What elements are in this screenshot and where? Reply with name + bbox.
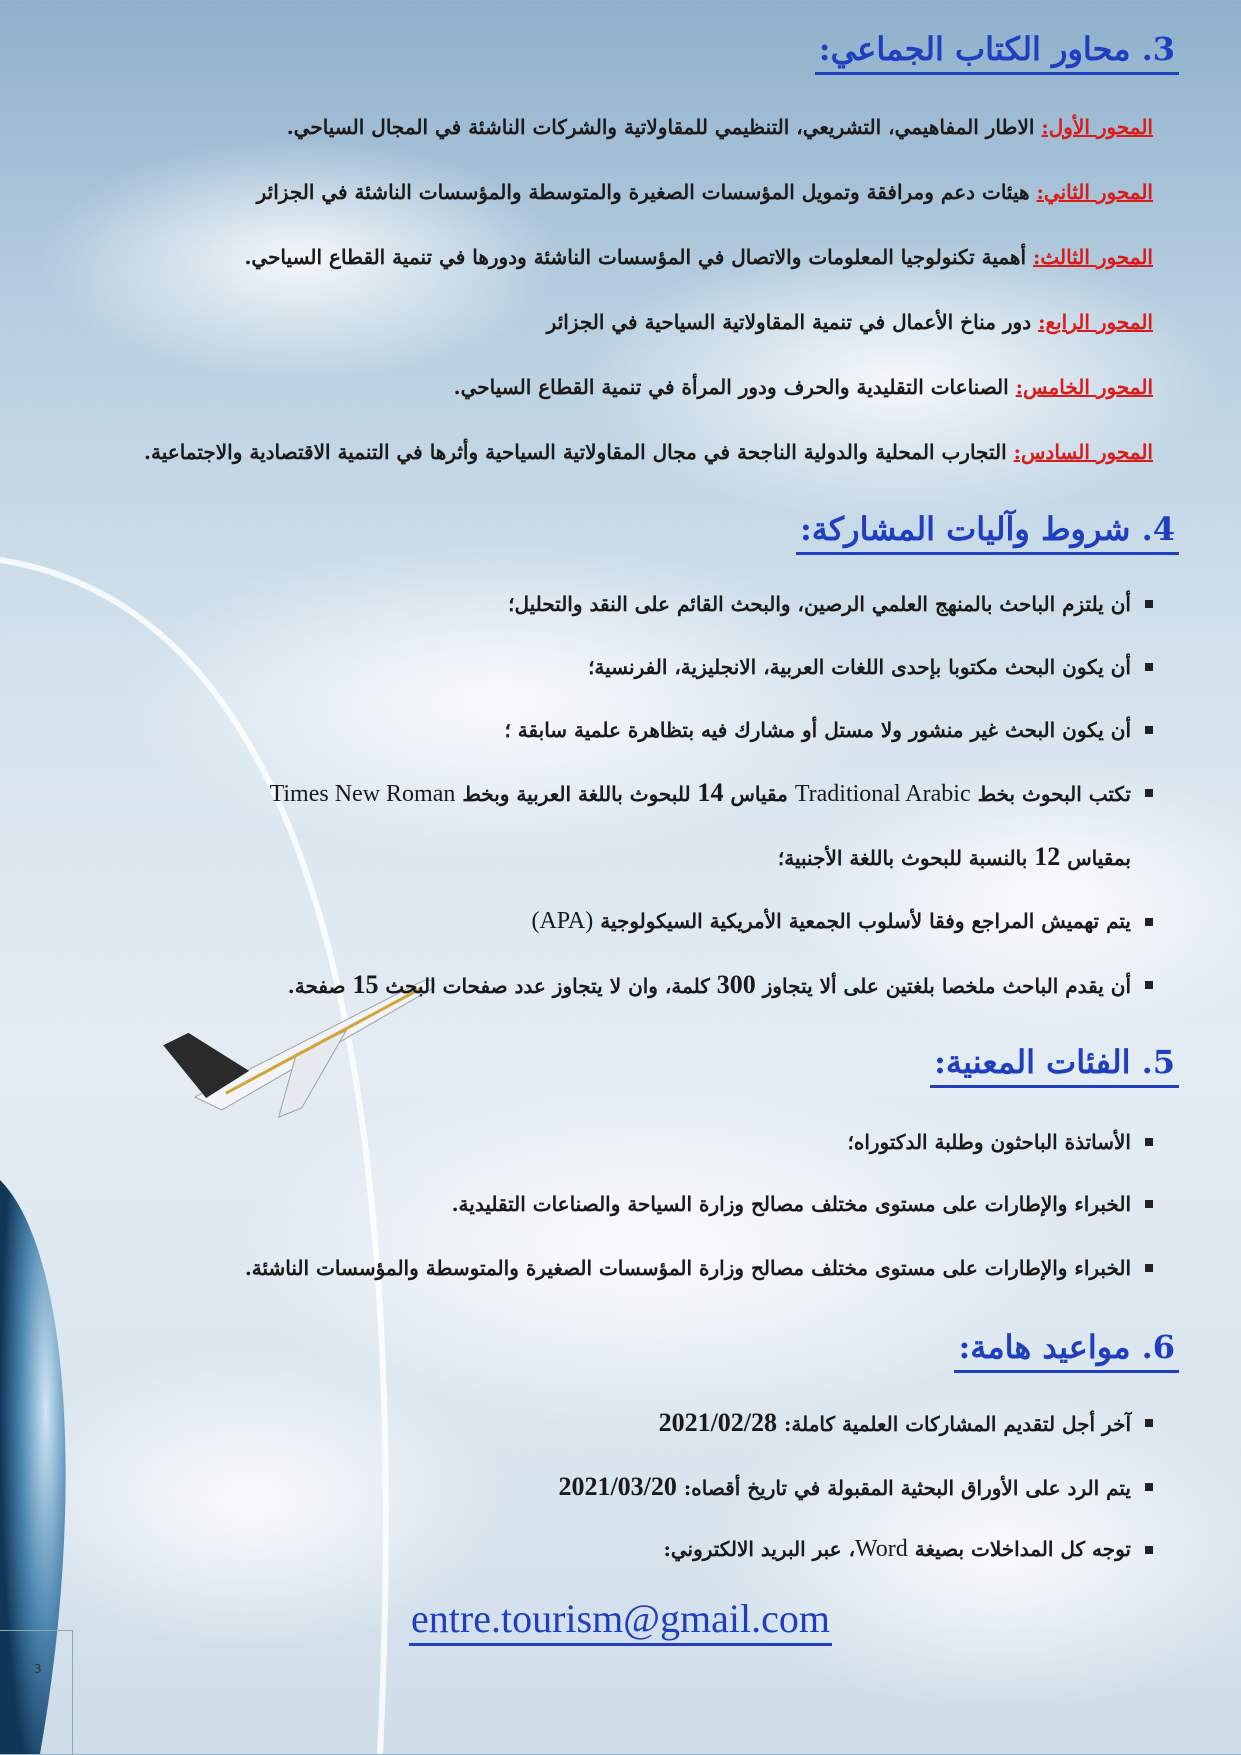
section-3-heading: 3. محاور الكتاب الجماعي: — [815, 30, 1179, 75]
bullet-icon — [1145, 600, 1153, 608]
word-limit: 300 — [716, 970, 756, 999]
font-name: Times New Roman — [269, 781, 456, 807]
axis-label: المحور الرابع: — [1038, 310, 1153, 334]
axis-text: الصناعات التقليدية والحرف ودور المرأة في تنمية القطاع السياحي. — [453, 375, 1016, 399]
axis-text: الاطار المفاهيمي، التشريعي، التنظيمي للمقاولاتية والشركات الناشئة في المجال السياحي. — [286, 115, 1042, 139]
list-item — [531, 908, 1153, 935]
font-name: Traditional Arabic — [794, 781, 971, 807]
list-item-text: أن يلتزم الباحث بالمنهج العلمي الرصين، والبحث القائم على النقد والتحليل؛ — [508, 592, 1131, 616]
list-item-text — [558, 1472, 1131, 1502]
list-item-text: الخبراء والإطارات على مستوى مختلف مصالح وزارة السياحة والصناعات التقليدية. — [451, 1192, 1131, 1216]
list-item-text: الخبراء والإطارات على مستوى مختلف مصالح وزارة المؤسسات الصغيرة والمتوسطة والمؤسسات الناشئة. — [244, 1256, 1131, 1280]
list-item-text — [659, 1408, 1131, 1438]
bullet-icon — [1145, 1546, 1153, 1554]
text-part: تكتب البحوث بخط — [970, 782, 1131, 806]
section-4-heading: 4. شروط وآليات المشاركة: — [796, 510, 1179, 555]
text-part: يتم تهميش المراجع وفقا لأسلوب الجمعية الأمريكية السيكولوجية — [593, 909, 1131, 933]
axis-line-6 — [144, 440, 1153, 464]
list-item — [452, 1192, 1153, 1216]
axis-text: دور مناخ الأعمال في تنمية المقاولاتية السياحية في الجزائر — [546, 310, 1039, 334]
text-part: للبحوث باللغة العربية وبخط — [455, 782, 698, 806]
section-5-heading: 5. الفئات المعنية: — [930, 1043, 1179, 1088]
list-item-text: أن يكون البحث مكتوبا بإحدى اللغات العربية، الانجليزية، الفرنسية؛ — [588, 655, 1131, 679]
reply-date: 2021/03/20 — [558, 1472, 677, 1501]
bullet-icon — [1145, 1138, 1153, 1146]
list-item-text — [663, 1536, 1131, 1563]
axis-text: التجارب المحلية والدولية الناجحة في مجال المقاولاتية السياحية وأثرها في التنمية الاقتصادية والاجتماعية. — [144, 440, 1014, 464]
bullet-icon — [1145, 1483, 1153, 1491]
axis-line-1 — [287, 115, 1153, 139]
list-item — [848, 1130, 1154, 1154]
page-limit: 15 — [352, 970, 379, 999]
page-corner-frame — [0, 1630, 73, 1755]
list-item-continuation — [778, 842, 1131, 872]
list-item-text — [531, 908, 1131, 935]
list-item-reply — [558, 1472, 1153, 1502]
text-part: توجه كل المداخلات بصيغة — [907, 1537, 1131, 1561]
bullet-icon — [1145, 1200, 1153, 1208]
deadline-date: 2021/02/28 — [658, 1408, 778, 1437]
axis-label: المحور الثاني: — [1036, 180, 1153, 204]
list-item — [508, 592, 1153, 616]
bullet-icon — [1145, 789, 1153, 797]
axis-text: هيئات دعم ومرافقة وتمويل المؤسسات الصغيرة والمتوسطة والمؤسسات الناشئة في الجزائر — [256, 180, 1037, 204]
page-number: 3 — [34, 1662, 42, 1676]
list-item — [288, 970, 1153, 1000]
text-part: بالنسبة للبحوث باللغة الأجنبية؛ — [777, 846, 1035, 870]
axis-text: أهمية تكنولوجيا المعلومات والاتصال في المؤسسات الناشئة ودورها في تنمية القطاع السياحي. — [244, 245, 1034, 269]
axis-line-5 — [454, 375, 1153, 399]
axis-label: المحور الخامس: — [1015, 375, 1153, 399]
bullet-icon — [1145, 918, 1153, 926]
bullet-icon — [1145, 726, 1153, 734]
bullet-icon — [1145, 1264, 1153, 1272]
axis-line-4 — [547, 310, 1153, 334]
apa-code: (APA) — [531, 908, 594, 934]
list-item-text: أن يكون البحث غير منشور ولا مستل أو مشارك فيه بتظاهرة علمية سابقة ؛ — [504, 718, 1131, 742]
list-item-font-rule — [270, 778, 1153, 808]
list-item-send — [663, 1536, 1153, 1563]
font-size-value: 12 — [1034, 842, 1061, 871]
text-part: يتم الرد على الأوراق البحثية المقبولة في تاريخ أقصاه: — [676, 1476, 1131, 1500]
font-size-value: 14 — [697, 778, 724, 807]
list-item-text — [288, 970, 1131, 1000]
axis-label: المحور السادس: — [1013, 440, 1153, 464]
text-part: أن يقدم الباحث ملخصا بلغتين على ألا يتجاوز — [755, 974, 1131, 998]
bullet-icon — [1145, 1419, 1153, 1427]
axis-label: المحور الأول: — [1041, 115, 1153, 139]
list-item-text: الأساتذة الباحثون وطلبة الدكتوراه؛ — [847, 1130, 1131, 1154]
email-line — [0, 1595, 1241, 1642]
axis-label: المحور الثالث: — [1033, 245, 1153, 269]
bullet-icon — [1145, 663, 1153, 671]
axis-line-3 — [244, 245, 1153, 269]
list-item-deadline — [659, 1408, 1153, 1438]
email-link[interactable]: entre.tourism@gmail.com — [409, 1596, 832, 1646]
text-part: صفحة. — [287, 974, 353, 998]
text-part: مقياس — [723, 782, 795, 806]
list-item — [245, 1256, 1153, 1280]
list-item — [504, 718, 1153, 742]
section-6-heading: 6. مواعيد هامة: — [954, 1328, 1179, 1373]
list-item — [588, 655, 1153, 679]
axis-line-2 — [257, 180, 1153, 204]
file-format: Word — [855, 1536, 908, 1562]
text-part: آخر أجل لتقديم المشاركات العلمية كاملة: — [777, 1412, 1131, 1436]
bullet-icon — [1145, 981, 1153, 989]
text-part: بمقياس — [1060, 846, 1131, 870]
text-part: ، عبر البريد الالكتروني: — [663, 1537, 856, 1561]
list-item-text — [270, 778, 1131, 808]
text-part: كلمة، وان لا يتجاوز عدد صفحات البحث — [378, 974, 717, 998]
